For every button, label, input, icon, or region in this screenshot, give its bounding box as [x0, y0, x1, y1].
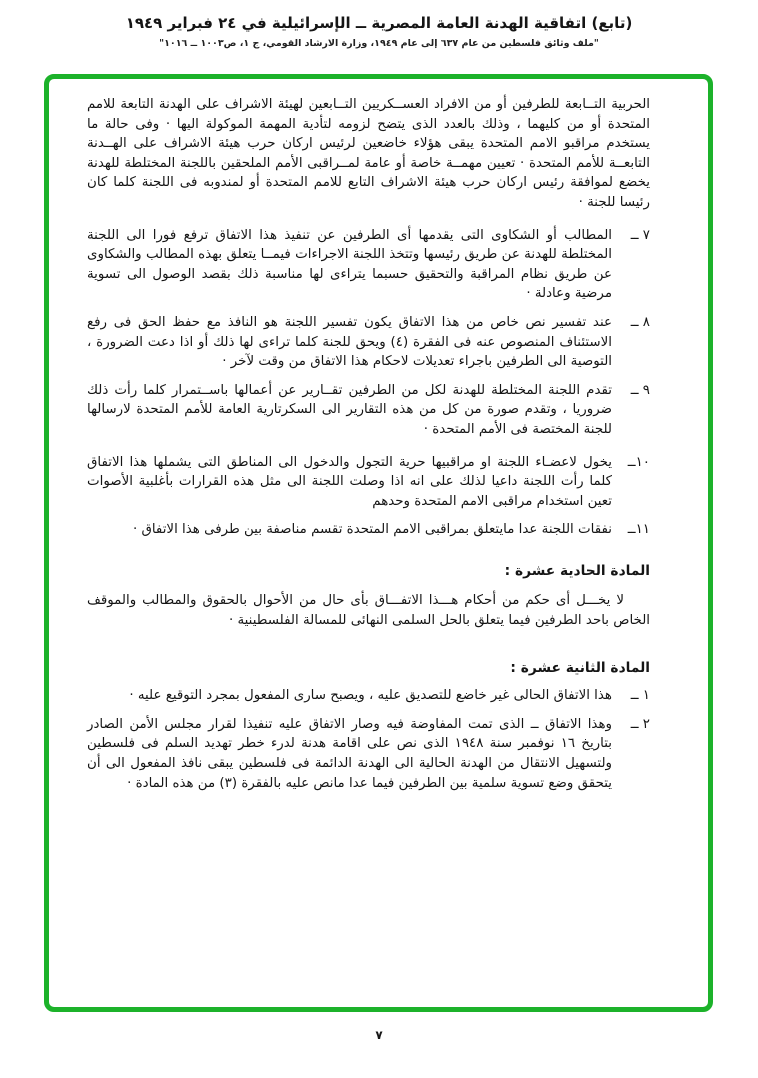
source-citation: "ملف وثائق فلسطين من عام ٦٣٧ إلى عام ١٩٤٩، وزارة الارشاد القومي، ج ١، ص١٠٠٣ ــ ١٠١٦" — [159, 38, 599, 49]
article-eleven-heading: المادة الحادية عشرة : — [504, 562, 650, 579]
clause-text: المطالب أو الشكاوى التى يقدمها أى الطرفين عن تنفيذ هذا الاتفاق ترفع فورا الى اللجنة المختلطة للهدنة عن طريق رئيسها وتتخذ اللجنة الاجراءات فيمــا يتعلق بهذه المطالب والشكاوى عن طريق نظام المراقبة والتحقيق حسبما يتراءى لها مناسبة ذلك بقصد الوصول الى تسوية مرضية وعادلة · — [87, 227, 612, 302]
clause-number: ١ ــ — [630, 688, 650, 704]
clause-number: ١٠ــ — [627, 454, 650, 470]
article-twelve-heading: المادة الثانية عشرة : — [510, 659, 650, 676]
article-eleven-body: لا يخـــل أى حكم من أحكام هـــذا الاتفـــاق بأى حال من الأحوال بالحقوق والمطالب والموقف الخاص باحد الطرفين فيما يتعلق بالحل السلمى النهائى للمسالة الفلسطينية · — [87, 593, 650, 629]
page-number: ٧ — [375, 1028, 383, 1042]
document-header — [0, 14, 758, 49]
clause-text: نفقات اللجنة عدا مايتعلق بمراقبى الامم المتحدة تقسم مناصفة بين طرفى هذا الاتفاق · — [132, 522, 612, 538]
document-body — [49, 79, 708, 793]
clause-8 — [87, 313, 650, 372]
clause-number: ٢ ــ — [630, 716, 650, 732]
article-twelve-clause-2 — [87, 715, 650, 793]
article-twelve-clause-1 — [87, 686, 650, 706]
clause-number: ٨ ــ — [630, 314, 650, 330]
clause-number: ١١ــ — [627, 522, 650, 538]
clause-text: يخول لاعضـاء اللجنة او مراقبيها حرية التجول والدخول الى المناطق التى يشملها هذا الاتفاق كلما رأت اللجنة داعيا لذلك على انه اذا وصلت اللجنة الى مثل هذه القرارات بأغلبية الأصوات تعين استخدام مراقبى الامم المتحدة وحدهم — [87, 454, 612, 509]
clause-7 — [87, 226, 650, 304]
clause-text: هذا الاتفاق الحالى غير خاضع للتصديق عليه ، ويصبح سارى المفعول بمجرد التوقيع عليه · — [129, 688, 612, 704]
clause-10 — [87, 453, 650, 512]
continuation-paragraph: الحربية التــابعة للطرفين أو من الافراد العســكريين التــابعين لهيئة الاشراف على الهدنة التابعة للامم المتحدة أو من كليهما ، وذلك بالعدد الذى يتضح لزومه لتأدية المهمة الموكولة اليها · وفى حالة ما يستخدم مراقبو الامم المتحدة يبقى هؤلاء خاضعين لرئيس اركان حرب هيئة الاشراف على الهــدنة التابعــة للأمم المتحدة · تعيين مهمــة خاصة أو عامة لمــراقبى الأمم الملحقين باللجنة المختلطة للهدنة يخضع لموافقة رئيس اركان حرب هيئة الاشراف التابع للامم المتحدة أو لمندوبه فى اللجنة كلما كان رئيسا للجنة · — [87, 97, 650, 210]
clause-9 — [87, 381, 650, 440]
clause-text: وهذا الاتفاق ــ الذى تمت المفاوضة فيه وصار الاتفاق عليه تنفيذا لقرار مجلس الأمن الصادر بتاريخ ١٦ نوفمبر سنة ١٩٤٨ الذى نص على اقامة هدنة لدرء خطر تهديد السلم فى فلسطين ولتسهيل الانتقال من الهدنة الحالية الى الهدنة الدائمة فى فلسطين يبقى نافذ المفعول الى أن يتحقق وضع تسوية سلمية بين الطرفين فيما عدا مانص عليه بالفقرة (٣) من هذه المادة · — [87, 716, 612, 791]
clause-text: عند تفسير نص خاص من هذا الاتفاق يكون تفسير اللجنة هو النافذ مع حفظ الحق فى رفع الاستئناف المنصوص عنه فى الفقرة (٤) ويحق للجنة كلما تراءى لها ذلك أو اذا دعت الضرورة ، التوصية الى الطرفين باجراء تعديلات لاحكام هذا الاتفاق من وقت لآخر · — [87, 314, 612, 370]
document-title: (تابع) اتفاقية الهدنة العامة المصرية ــ الإسرائيلية في ٢٤ فبراير ١٩٤٩ — [125, 14, 633, 32]
clause-number: ٧ ــ — [630, 227, 650, 243]
clause-text: تقدم اللجنة المختلطة للهدنة لكل من الطرفين تقــارير عن أعمالها باســتمرار كلما رأت ذلك ضروريا ، وتقدم صورة من كل من هذه التقارير الى السكرتارية العامة للأمم المتحدة لارسالها للجنة المختصة فى الأمم المتحدة · — [87, 382, 612, 437]
clause-11 — [87, 520, 650, 540]
clause-number: ٩ ــ — [630, 382, 650, 398]
